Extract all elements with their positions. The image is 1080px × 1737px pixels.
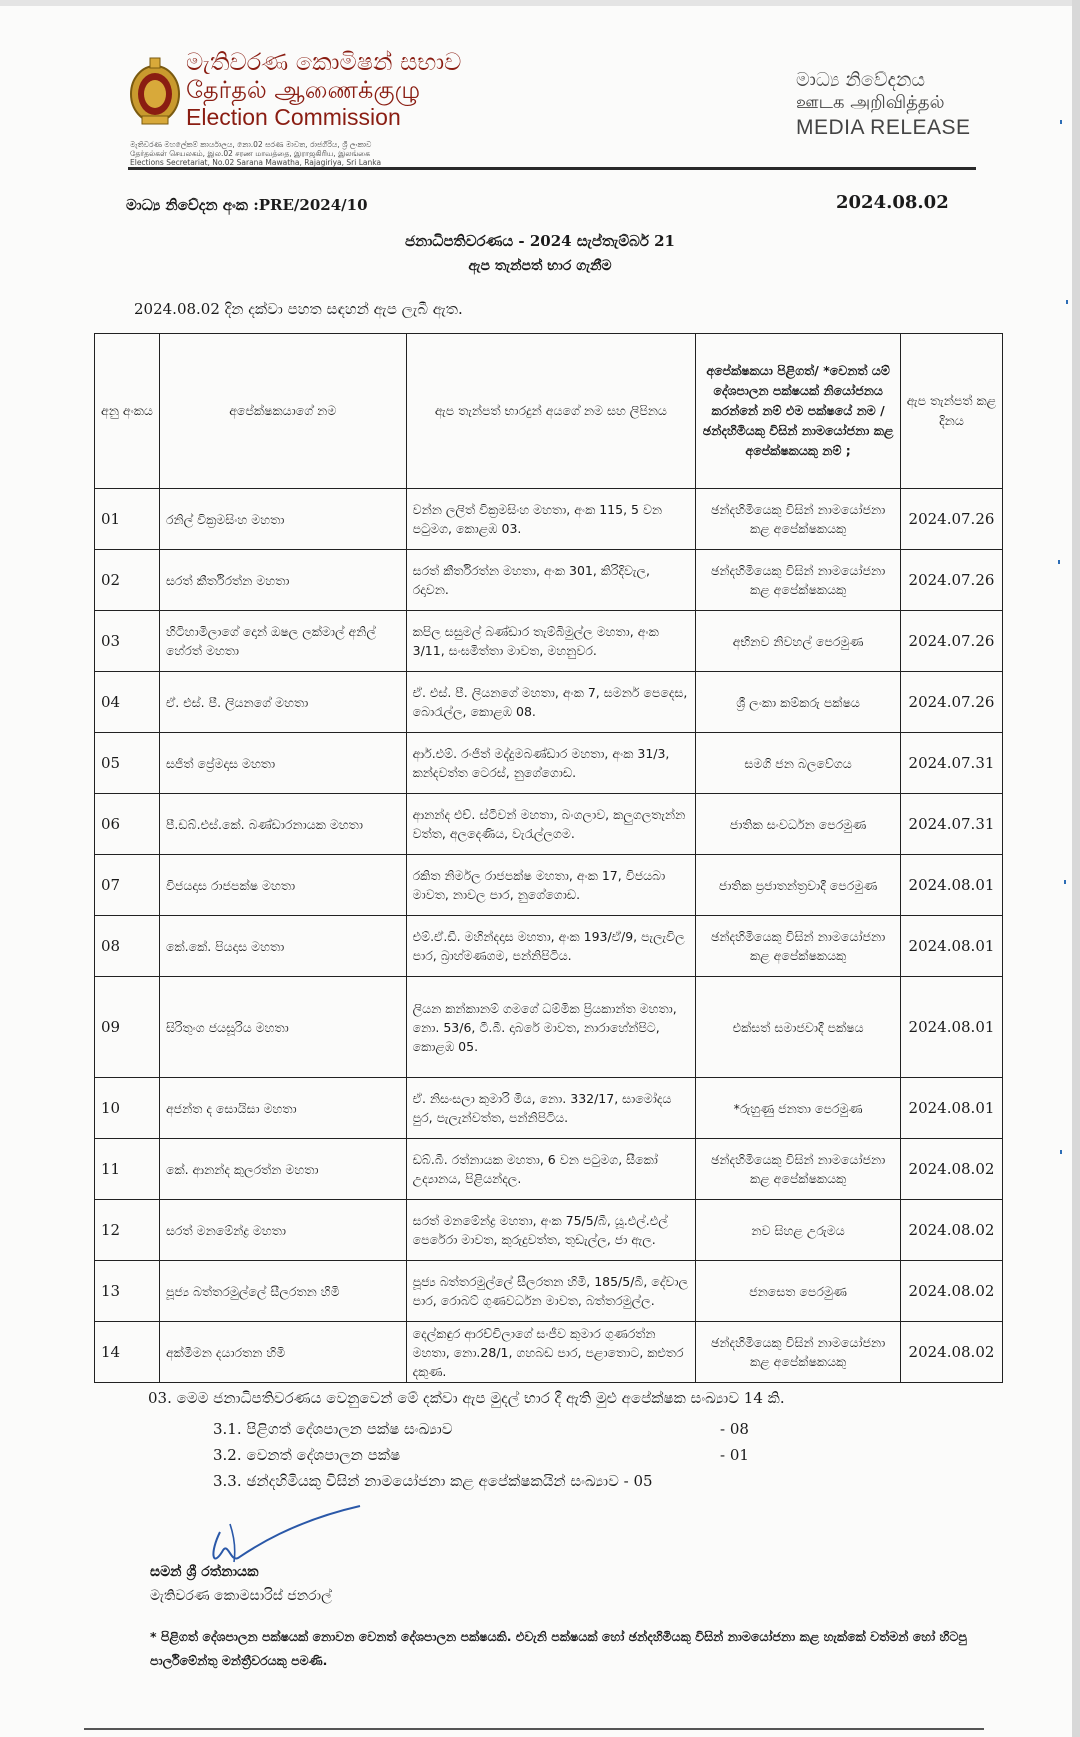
table-row — [95, 1261, 1003, 1322]
cell-candidate-name: කේ. ආනන්ද කුලරත්න මහතා — [159, 1139, 406, 1200]
cell-serial-no: 03 — [95, 611, 160, 672]
cell-depositor: ඒ. නිසංසලා කුමාරි මිය, නො. 332/17, සාමෝදය පුර, පැලැන්වත්ත, පන්නිපිටිය. — [406, 1078, 696, 1139]
cell-serial-no: 05 — [95, 733, 160, 794]
table-row — [95, 1322, 1003, 1383]
cell-party: ජාතික ප්‍රජාතන්ත්‍රවාදී පෙරමුණ — [696, 855, 901, 916]
table-row — [95, 489, 1003, 550]
cell-depositor: සරත් කීර්තිරත්න මහතා, අංක 301, කිරිදිවැල, රදාවන. — [406, 550, 696, 611]
media-release-tamil: ஊடக அறிவித்தல் — [796, 92, 945, 113]
cell-depositor: කපිල සසුමල් බණ්ඩාර තැම්බිමුල්ල මහතා, අංක 3/11, සංඝමිත්තා මාවත, මහනුවර. — [406, 611, 696, 672]
cell-depositor: ඩබ්.බී. රත්නායක මහතා, 6 වන පටුමග, සීකෝ උද්‍යානය, පිළියන්දල. — [406, 1139, 696, 1200]
cell-depositor: ඒ. එස්. පී. ලියනගේ මහතා, අංක 7, සමනර් පෙදෙස, බොරැල්ල, කොළඹ 08. — [406, 672, 696, 733]
summary-value-other-parties: - 01 — [720, 1446, 749, 1464]
cell-serial-no: 11 — [95, 1139, 160, 1200]
summary-item-independent: 3.3. ඡන්දහිමියකු විසින් නාමයෝජනා කළ අපේක්ෂකයින් සංඛ්‍යාව - 05 — [213, 1472, 653, 1490]
scan-speck — [1060, 120, 1062, 124]
cell-depositor: දෙල්කඳුර ආරච්චිලාගේ සංජීව කුමාර ගුණරත්න මහතා, නො.28/1, ගහබඩ පාර, පළාතොට, කළුතර දකුණ. — [406, 1322, 696, 1383]
signatory-name: සමන් ශ්‍රී රත්නායක — [150, 1564, 259, 1580]
header-divider — [128, 167, 976, 170]
cell-deposit-date: 2024.07.26 — [900, 489, 1002, 550]
cell-deposit-date: 2024.07.26 — [900, 672, 1002, 733]
organization-name-sinhala: මැතිවරණ කොමිෂන් සභාව — [186, 48, 462, 76]
organization-name-tamil: தேர்தல் ஆணைக்குழு — [186, 76, 421, 104]
organization-name-english: Election Commission — [186, 104, 401, 130]
organization-address — [130, 140, 460, 167]
sri-lanka-emblem-icon — [128, 56, 182, 126]
cell-deposit-date: 2024.08.02 — [900, 1200, 1002, 1261]
table-row — [95, 916, 1003, 977]
cell-candidate-name: ඒ. එස්. පී. ලියනගේ මහතා — [159, 672, 406, 733]
scan-speck — [1060, 1150, 1062, 1154]
cell-candidate-name: කේ.කේ. පියදාස මහතා — [159, 916, 406, 977]
cell-party: සමගි ජන බලවේගය — [696, 733, 901, 794]
header-deposit-date: ඇප තැන්පත් කළ දිනය — [900, 334, 1002, 489]
page-top-edge — [0, 0, 1080, 6]
footnote: * පිළිගත් දේශපාලන පක්ෂයක් නොවන වෙනත් දේශපාලන පක්ෂයකි. එවැනි පක්ෂයක් හෝ ඡන්දහිමියකු විසින් නාමයෝජනා කළ හැක්කේ වත්මන් හෝ හිටපු පාර්ලිමේන්තු මන්ත්‍රීවරයකු පමණි. — [150, 1629, 967, 1668]
cell-deposit-date: 2024.08.01 — [900, 916, 1002, 977]
header-party: අපේක්ෂකයා පිළිගත්/ *වෙනත් යම් දේශපාලන පක්ෂයක් නියෝජනය කරන්නේ නම් එම පක්ෂයේ නම / ඡන්දහිමියකු විසින් නාමයෝජනා කළ අපේක්ෂකයකු නම් ; — [696, 334, 901, 489]
cell-depositor: ලියන කන්කානම් ගමගේ ධම්මික ප්‍රියකාන්ත මහතා, නො. 53/6, ටී.බී. දාබරේ මාවත, නාරාහේන්පිට, කොළඹ 05. — [406, 977, 696, 1078]
table-row — [95, 733, 1003, 794]
cell-candidate-name: සජිත් ප්‍රේමදාස මහතා — [159, 733, 406, 794]
cell-deposit-date: 2024.07.31 — [900, 794, 1002, 855]
cell-candidate-name: හිටිහාමිලාගේ දොන් ඔෂල ලක්මාල් අනිල් හේරත් මහතා — [159, 611, 406, 672]
cell-candidate-name: විජයදාස රාජපක්ෂ මහතා — [159, 855, 406, 916]
cell-candidate-name: පූජ්‍ය බත්තරමුල්ලේ සීලරතන හිමි — [159, 1261, 406, 1322]
table-row — [95, 550, 1003, 611]
table-row — [95, 794, 1003, 855]
table-row — [95, 1078, 1003, 1139]
address-line-sinhala: මැතිවරණ මහලේකම් කාර්යාලය, නො.02 සරණ මාවත, රාජගිරිය, ශ්‍රී ලංකාව — [130, 140, 372, 149]
cell-party: ශ්‍රී ලංකා කම්කරු පක්ෂය — [696, 672, 901, 733]
cell-party: නව සිහළ උරුමය — [696, 1200, 901, 1261]
cell-serial-no: 06 — [95, 794, 160, 855]
cell-deposit-date: 2024.08.02 — [900, 1261, 1002, 1322]
cell-candidate-name: පී.ඩබ්.එස්.කේ. බණ්ඩාරනායක මහතා — [159, 794, 406, 855]
cell-depositor: රකිත නිර්මල රාජපක්ෂ මහතා, අංක 17, විජයබා මාවත, නාවල පාර, නුගේගොඩ. — [406, 855, 696, 916]
cell-deposit-date: 2024.07.26 — [900, 550, 1002, 611]
cell-serial-no: 12 — [95, 1200, 160, 1261]
cell-deposit-date: 2024.08.01 — [900, 855, 1002, 916]
signatory-title: මැතිවරණ කොමසාරිස් ජනරාල් — [150, 1588, 332, 1604]
cell-serial-no: 13 — [95, 1261, 160, 1322]
cell-candidate-name: අක්මීමන දයාරතන හිමි — [159, 1322, 406, 1383]
header-serial-no: අනු අංකය — [95, 334, 160, 489]
cell-serial-no: 01 — [95, 489, 160, 550]
cell-deposit-date: 2024.07.26 — [900, 611, 1002, 672]
cell-depositor: ආනන්ද එච්. ස්ටීවන් මහතා, බංගලාව, කලුගලතැන්න වත්ත, අලදෙණිය, වැරැල්ලගම. — [406, 794, 696, 855]
address-line-english: Elections Secretariat, No.02 Sarana Mawatha, Rajagiriya, Sri Lanka — [130, 158, 382, 167]
cell-candidate-name: අජන්ත ද සොයිසා මහතා — [159, 1078, 406, 1139]
cell-depositor: වන්න ලලිත් වික්‍රමසිංහ මහතා, අංක 115, 5 වන පටුමග, කොළඹ 03. — [406, 489, 696, 550]
signature-image — [200, 1502, 370, 1572]
cell-serial-no: 09 — [95, 977, 160, 1078]
cell-party: ඡන්දහිමියෙකු විසින් නාමයෝජනා කළ අපේක්ෂකයකු — [696, 916, 901, 977]
cell-deposit-date: 2024.07.31 — [900, 733, 1002, 794]
cell-depositor: පූජ්‍ය බත්තරමුල්ලේ සීලරතන හිමි, 185/5/බී, දේවාල පාර, රොබට් ගුණවර්ධන මාවත, බත්තරමුල්ල. — [406, 1261, 696, 1322]
table-header-row — [95, 334, 1003, 489]
release-intro: 2024.08.02 දින දක්වා පහත සඳහන් ඇප ලැබී ඇත. — [134, 300, 463, 318]
address-line-tamil: தேர்தல்கள் செயலகம், இல.02 சரண மாவத்தை, இராஜகிரிய, இலங்கை — [130, 149, 371, 158]
media-release-english: MEDIA RELEASE — [796, 116, 971, 139]
cell-depositor: එම්.ඒ.ඩී. මහින්දදාස මහතා, අංක 193/ඒ/9, පැලැවිල පාර, බ්‍රාහ්මණගම, පන්නිපිටිය. — [406, 916, 696, 977]
release-subtitle: ඇප තැන්පත් භාර ගැනීම — [468, 258, 612, 274]
cell-party: ඡන්දහිමියෙකු විසින් නාමයෝජනා කළ අපේක්ෂකයකු — [696, 550, 901, 611]
cell-party: ඡන්දහිමියෙකු විසින් නාමයෝජනා කළ අපේක්ෂකයකු — [696, 489, 901, 550]
cell-party: ජනසෙත පෙරමුණ — [696, 1261, 901, 1322]
cell-candidate-name: රනිල් වික්‍රමසිංහ මහතා — [159, 489, 406, 550]
summary-value-recognized-parties: - 08 — [720, 1420, 749, 1438]
cell-serial-no: 07 — [95, 855, 160, 916]
table-row — [95, 1139, 1003, 1200]
release-title: ජනාධිපතිවරණය - 2024 සැප්තැම්බර් 21 — [405, 232, 675, 250]
cell-party: අභිනව නිවහල් පෙරමුණ — [696, 611, 901, 672]
cell-serial-no: 02 — [95, 550, 160, 611]
cell-candidate-name: සරත් කීර්තිරත්න මහතා — [159, 550, 406, 611]
cell-depositor: සරත් මනමේන්ද්‍ර මහතා, අංක 75/5/බී, යූ.එල්.එල් පෙරේරා මාවත, කුරුදුවත්ත, තුඩැල්ල, ජා ඇල. — [406, 1200, 696, 1261]
table-row — [95, 672, 1003, 733]
cell-serial-no: 14 — [95, 1322, 160, 1383]
table-row — [95, 855, 1003, 916]
summary-total: 03. මෙම ජනාධිපතිවරණය වෙනුවෙන් මේ දක්වා ඇප මුදල් භාර දී ඇති මුළු අපේක්ෂක සංඛ්‍යාව 14 කි. — [148, 1389, 785, 1407]
release-date: 2024.08.02 — [836, 192, 949, 213]
deposits-table — [94, 333, 1003, 1383]
header-candidate-name: අපේක්ෂකයාගේ නම — [159, 334, 406, 489]
cell-serial-no: 10 — [95, 1078, 160, 1139]
cell-deposit-date: 2024.08.02 — [900, 1139, 1002, 1200]
release-reference-number: මාධ්‍ය නිවේදන අංක :PRE/2024/10 — [126, 196, 368, 214]
cell-party: එක්සත් සමාජවාදී පක්ෂය — [696, 977, 901, 1078]
cell-depositor: ආර්.එම්. රංජිත් මද්දුමබණ්ඩාර මහතා, අංක 31/3, කන්දවත්ත ටෙරස්, නුගේගොඩ. — [406, 733, 696, 794]
cell-deposit-date: 2024.08.01 — [900, 1078, 1002, 1139]
cell-party: ඡන්දහිමියෙකු විසින් නාමයෝජනා කළ අපේක්ෂකයකු — [696, 1322, 901, 1383]
summary-item-other-parties: 3.2. වෙනත් දේශපාලන පක්ෂ — [213, 1446, 401, 1464]
media-release-sinhala: මාධ්‍ය නිවේදනය — [796, 69, 926, 91]
cell-party: ඡන්දහිමියෙකු විසින් නාමයෝජනා කළ අපේක්ෂකයකු — [696, 1139, 901, 1200]
organization-name-block — [186, 48, 466, 130]
table-row — [95, 611, 1003, 672]
cell-deposit-date: 2024.08.01 — [900, 977, 1002, 1078]
cell-candidate-name: සරත් මනමේන්ද්‍ර මහතා — [159, 1200, 406, 1261]
cell-party: ජාතික සංවර්ධන පෙරමුණ — [696, 794, 901, 855]
scan-speck — [1066, 300, 1068, 304]
cell-deposit-date: 2024.08.02 — [900, 1322, 1002, 1383]
header-depositor: ඇප තැන්පත් භාරදුන් අයගේ නම සහ ලිපිනය — [406, 334, 696, 489]
scan-speck — [1058, 560, 1060, 564]
scan-speck — [1064, 880, 1066, 884]
table-row — [95, 1200, 1003, 1261]
cell-serial-no: 08 — [95, 916, 160, 977]
media-release-heading — [796, 68, 986, 142]
summary-item-recognized-parties: 3.1. පිළිගත් දේශපාලන පක්ෂ සංඛ්‍යාව — [213, 1420, 453, 1438]
table-row — [95, 977, 1003, 1078]
cell-party: *රුහුණු ජනතා පෙරමුණ — [696, 1078, 901, 1139]
footer-divider — [84, 1728, 984, 1730]
cell-candidate-name: සිරිතුංග ජයසූරිය මහතා — [159, 977, 406, 1078]
cell-serial-no: 04 — [95, 672, 160, 733]
